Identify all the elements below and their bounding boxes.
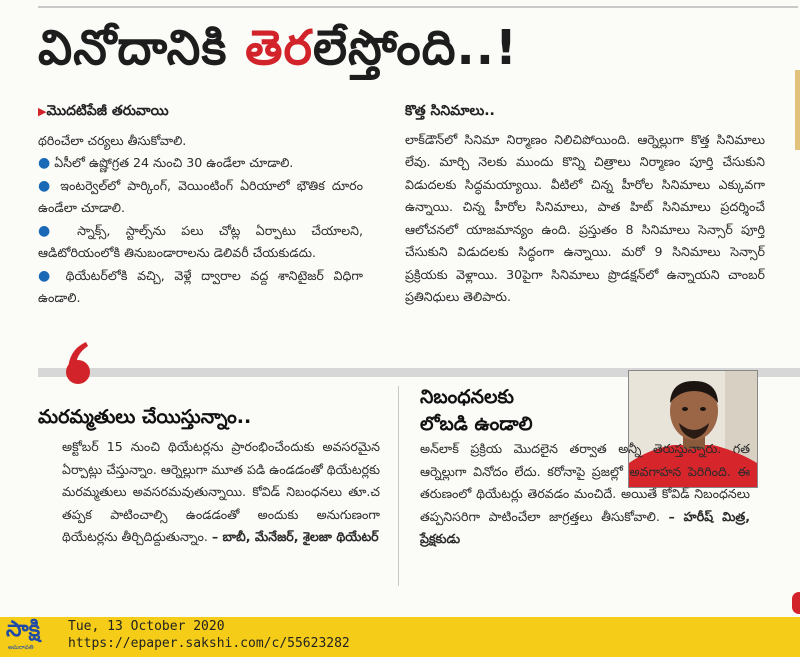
publication-date: Tue, 13 October 2020 [68, 619, 225, 634]
epaper-link[interactable]: https://epaper.sakshi.com/c/55623282 [68, 636, 350, 651]
adjacent-page-marker [792, 592, 800, 614]
right-quote-signature: – హరీష్ మిత్ర, ప్రేక్షకుడు [420, 508, 750, 546]
article-headline [38, 20, 518, 88]
left-quote-heading: మరమ్మతులు చేయిస్తున్నాం.. [38, 406, 252, 428]
continuation-kicker [38, 100, 363, 124]
bullet-icon: ● [38, 155, 51, 171]
left-quote-body: అక్టోబర్ 15 నుంచి థియేటర్లను ప్రారంభించేందుకు అవసరమైన ఏర్పాట్లు చేస్తున్నాం. ఆర్నెల్లుగా మూత పడి ఉండడంతో థియేటర్లకు మరమ్మతులు అవసరమవుతున్నాయి. కోవిడ్ నిబంధనలు తూ.చ తప్పక పాటించాల్సి ఉండడంతో అందుకు అనుగుణంగా థియేటర్లను తీర్చిదిద్దుతున్నాం. – బాబీ, మేనేజర్, శైలజా థియేటర్ [62, 439, 380, 544]
bullet-item: ● ఏసీలో ఉష్ణోగ్రత 24 నుంచి 30 ఉండేలా చూడాలి. [38, 155, 294, 171]
top-rule [38, 6, 798, 8]
bullet-item: ● థియేటర్‌లోకి వచ్చి, వెళ్లే ద్వారాల వద్ద శానిటైజర్ విధిగా ఉండాలి. [38, 267, 363, 305]
triangle-icon: ▶ [38, 105, 47, 118]
column-divider [398, 386, 399, 586]
right-column [405, 100, 765, 309]
right-quote-heading: నిబంధనలకు లోబడి ఉండాలి [420, 386, 533, 435]
bullet-icon: ● [38, 267, 56, 284]
logo-edition: అమరావతి [8, 644, 34, 651]
bullet-item: ● స్నాక్స్, స్టాల్స్‌ను పలు చోట్ల ఏర్పాటు చేయాలని, ఆడిటోరియంలోకి తినుబండారాలను డెలివరీ చేయకుడదు. [38, 222, 364, 260]
intro-text: థరించేలా చర్యలు తీసుకోవాలి. [38, 132, 187, 148]
sakshi-logo: సాక్షి [6, 617, 41, 642]
left-column [38, 100, 363, 310]
kicker-text: మొదటిపేజీ తరువాయి [46, 103, 169, 119]
right-quote-body: అన్‌లాక్ ప్రక్రియ మొదలైన తర్వాత అన్నీ తెరుస్తున్నారు. గత ఆర్నెల్లుగా వినోదం లేదు. కరోనాపై ప్రజల్లో అవగాహన పెరిగింది. ఈ తరుణంలో థియేటర్లు తెరవడం మంచిదే. అయితే కోవిడ్ నిబంధనలు తప్పనిసరిగా పాటించేలా జాగ్రత్తలు తీసుకోవాలి. – హరీష్ మిత్ర, ప్రేక్షకుడు [420, 441, 750, 546]
bullet-icon: ● [38, 177, 54, 194]
headline-highlight: తెర [245, 20, 313, 76]
quote-icon [62, 338, 92, 386]
headline-part-1: వినోదానికి [38, 20, 246, 76]
bullet-icon: ● [38, 222, 62, 239]
new-movies-body: లాక్‌డౌన్‌లో సినిమా నిర్మాణం నిలిచిపోయింది. ఆర్నెల్లుగా కొత్త సినిమాలు లేవు. మార్చి నెలకు ముందు కొన్ని చిత్రాలు నిర్మాణం పూర్తి చేసుకుని విడుదలకు సిద్ధమయ్యాయి. వీటిలో చిన్న హీరోల సినిమాలు ఎక్కువగా ఉన్నాయి. చిన్న హీరోల సినిమాలు, పాత హిట్ సినిమాలు ప్రదర్శించే ఆలోచనలో యాజమాన్యం ఉంది. ప్రస్తుతం 8 సినిమాలు సెన్సార్ పూర్తి చేసుకుని విడుదలకు సిద్ధంగా ఉన్నాయి. మరో 9 సినిమాలు సెన్సార్ ప్రక్రియకు వెళ్లాయి. 30పైగా సినిమాలు ప్రొడక్షన్‌లో ఉన్నాయని చాంబర్ ప్రతినిధులు తెలిపారు. [405, 131, 765, 304]
left-quote-signature: – బాబీ, మేనేజర్, శైలజా థియేటర్ [211, 529, 379, 544]
adjacent-page-edge [795, 70, 800, 150]
epaper-footer [0, 617, 800, 657]
bullet-item: ● ఇంటర్వెల్‌లో పార్కింగ్, వెయింటింగ్ ఏరియాలో భౌతిక దూరం ఉండేలా చూడాలి. [38, 177, 363, 215]
headline-part-2: లేస్తోంది..! [312, 20, 518, 76]
new-movies-heading: కొత్త సినిమాలు.. [405, 103, 495, 119]
